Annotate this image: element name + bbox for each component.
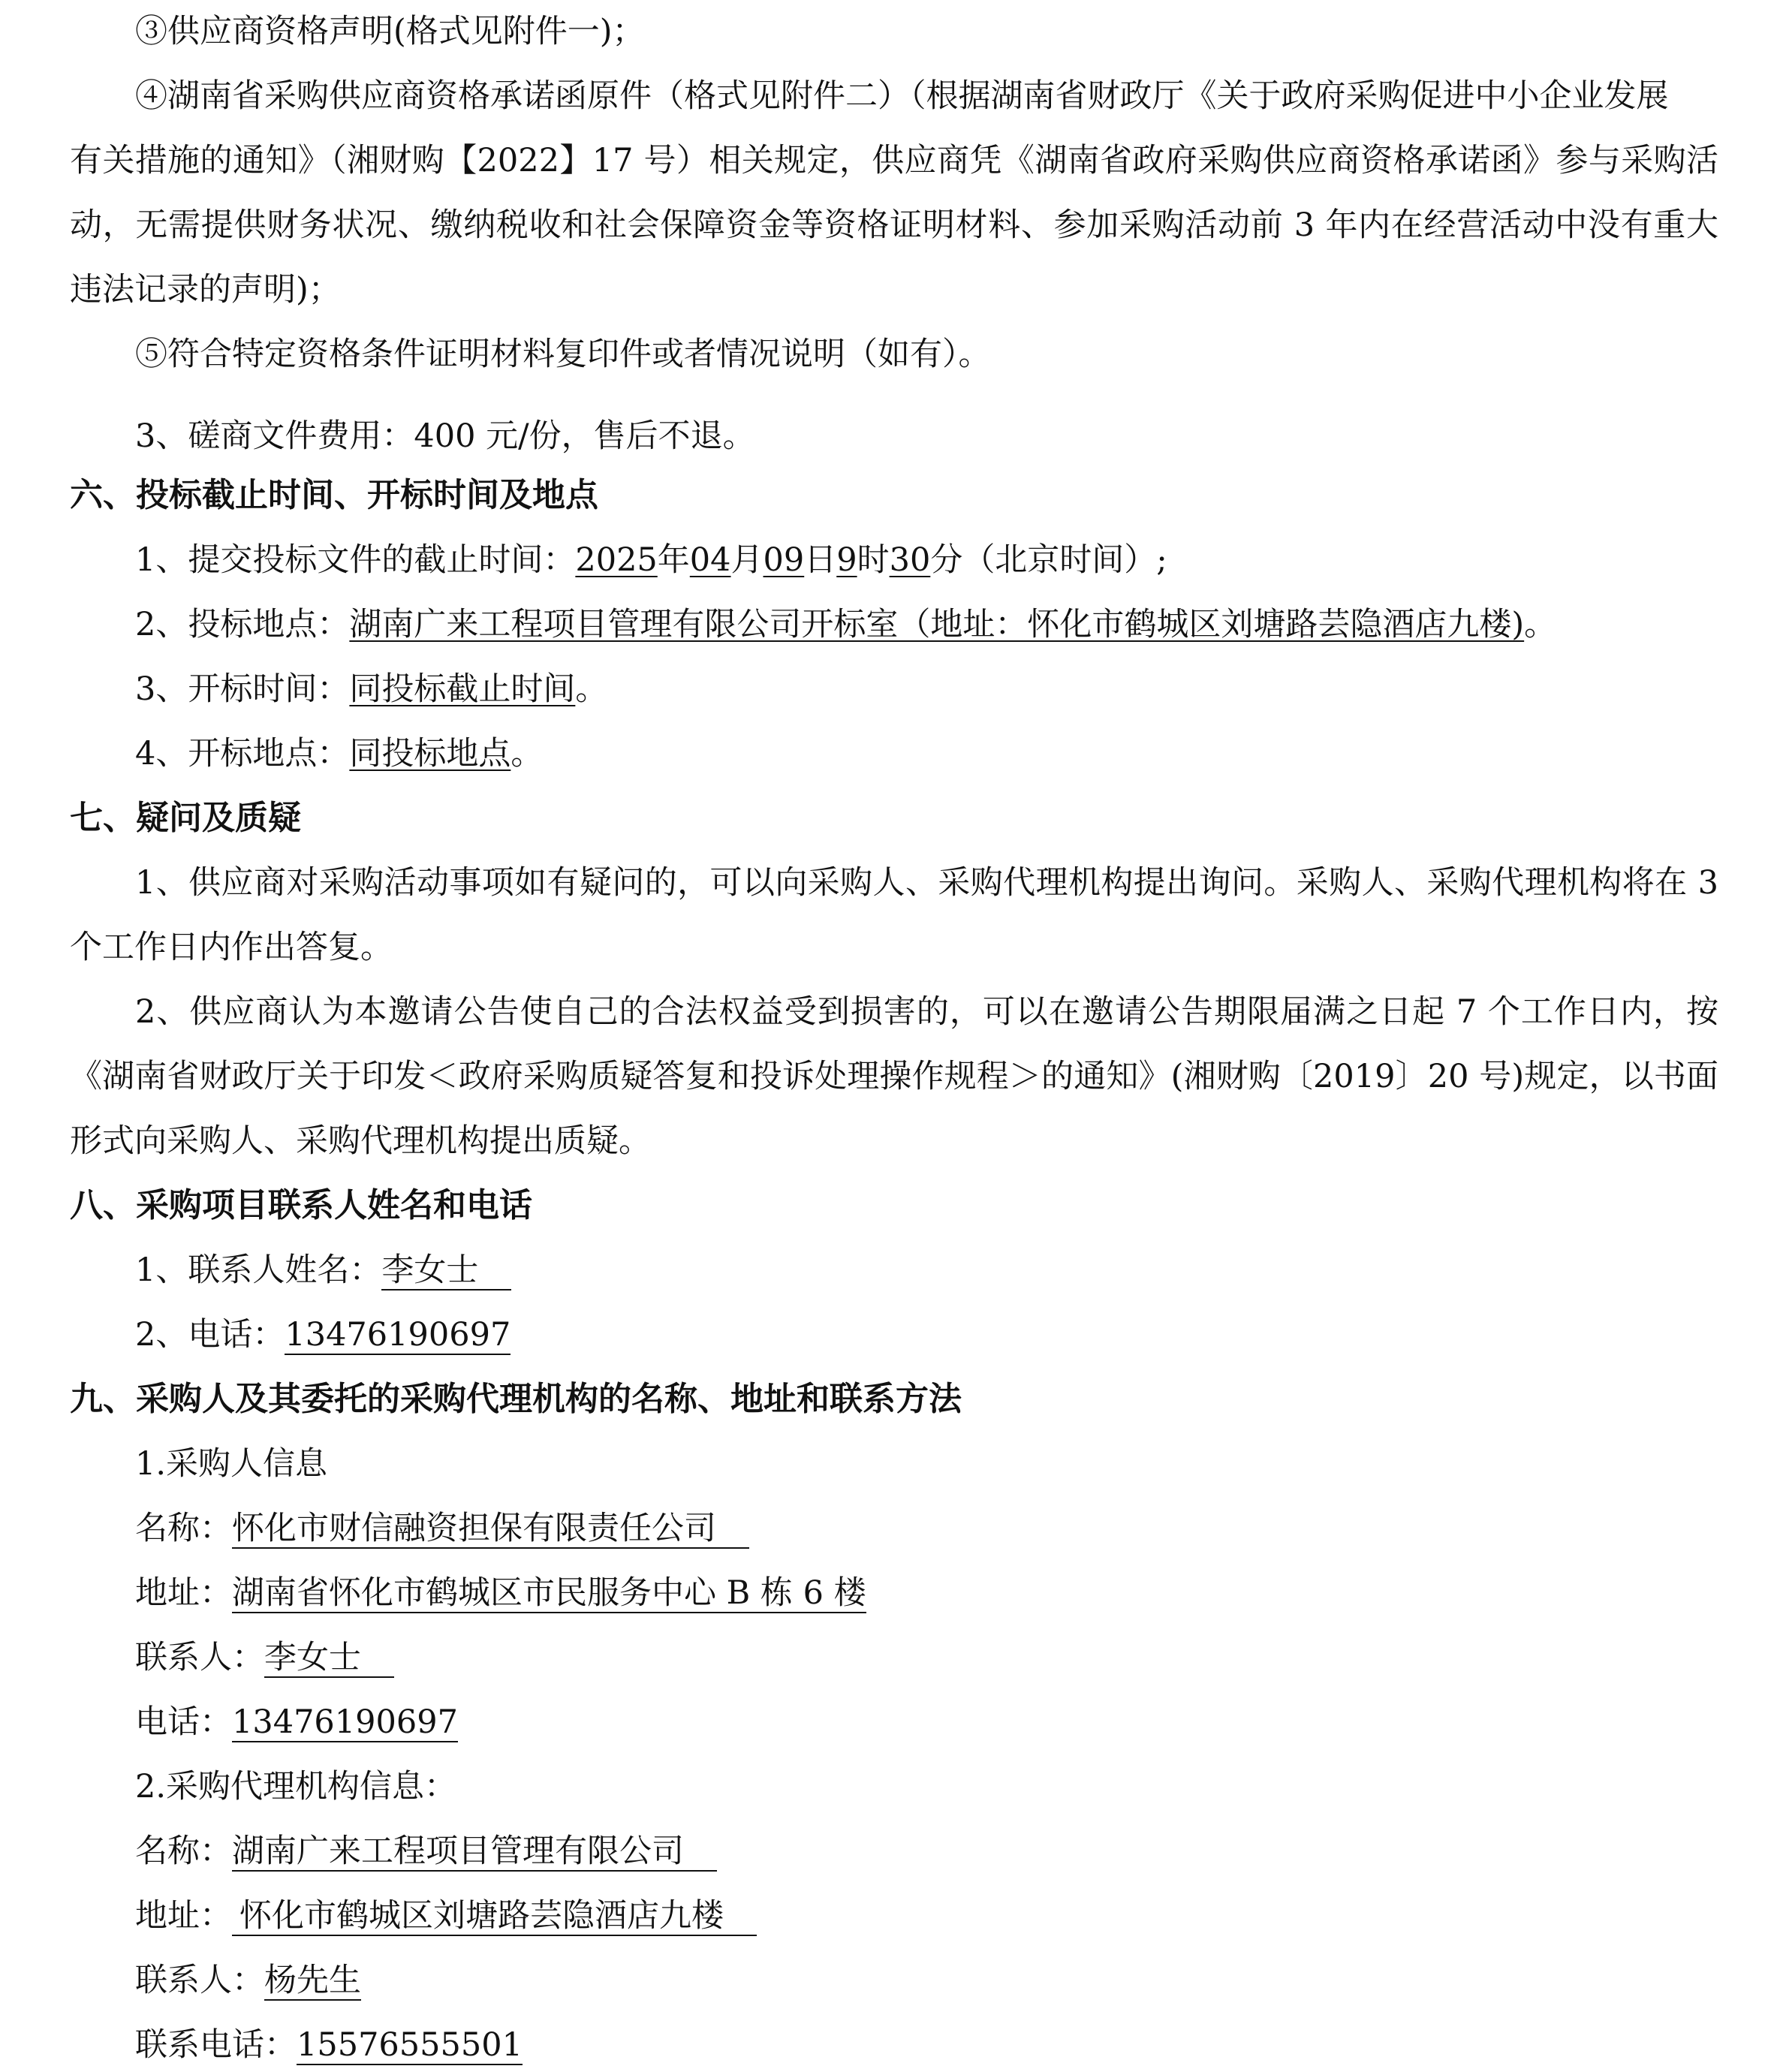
qualification-item-4-line-4: 违法记录的声明)； [70, 271, 341, 309]
opening-location-label: 4、开标地点： [135, 735, 350, 772]
deadline-month-unit: 月 [730, 541, 764, 579]
agency-contact [135, 1959, 361, 2002]
agency-contact-label: 联系人： [135, 1962, 264, 1999]
agency-contact-value: 杨先生 [264, 1962, 361, 1999]
opening-time-end: 。 [575, 670, 608, 708]
agency-phone-value: 15576555501 [297, 2026, 523, 2064]
section-6-title: 六、投标截止时间、开标时间及地点 [70, 476, 598, 514]
purchaser-contact [135, 1636, 394, 1679]
project-contact-name-label: 1、联系人姓名： [135, 1251, 382, 1289]
challenge-paragraph-line-2: 《湖南省财政厅关于印发＜政府采购质疑答复和投诉处理操作规程＞的通知》(湘财购〔2019〕20 号)规定，以书面 [70, 1058, 1718, 1095]
deadline-hour: 9 [836, 541, 857, 579]
agency-address-label: 地址： [135, 1897, 232, 1935]
deadline-timezone: （北京时间）; [962, 541, 1167, 579]
project-contact-phone-value: 13476190697 [285, 1316, 511, 1354]
document-fee: 3、磋商文件费用：400 元/份，售后不退。 [135, 417, 755, 455]
opening-time-label: 3、开标时间： [135, 670, 350, 708]
bid-location-value: 湖南广来工程项目管理有限公司开标室（地址：怀化市鹤城区刘塘路芸隐酒店九楼) [349, 606, 1525, 643]
agency-address-value: 怀化市鹤城区刘塘路芸隐酒店九楼 [232, 1897, 757, 1936]
deadline-hour-unit: 时 [857, 541, 890, 579]
bid-location-end: 。 [1524, 606, 1557, 643]
opening-location [135, 732, 543, 775]
purchaser-phone-label: 电话： [135, 1703, 232, 1741]
purchaser-phone-value: 13476190697 [232, 1703, 458, 1741]
purchaser-contact-value: 李女士 [264, 1639, 394, 1678]
purchaser-phone [135, 1700, 458, 1744]
bid-location-label: 2、投标地点： [135, 606, 350, 643]
deadline-minute-unit: 分 [930, 541, 963, 579]
purchaser-name-value: 怀化市财信融资担保有限责任公司 [232, 1510, 749, 1549]
purchaser-heading: 1.采购人信息 [135, 1445, 328, 1483]
agency-address [135, 1894, 757, 1938]
qualification-item-4-line-3: 动，无需提供财务状况、缴纳税收和社会保障资金等资格证明材料、参加采购活动前 3 年内在经营活动中没有重大 [70, 206, 1718, 244]
section-9-title: 九、采购人及其委托的采购代理机构的名称、地址和联系方法 [70, 1380, 962, 1418]
qualification-item-4-line-1: ④湖南省采购供应商资格承诺函原件（格式见附件二）（根据湖南省财政厅《关于政府采购促进中小企业发展 [135, 77, 1669, 115]
inquiry-paragraph-line-2: 个工作日内作出答复。 [70, 929, 393, 966]
project-contact-name-value: 李女士 [381, 1251, 511, 1290]
opening-time-value: 同投标截止时间 [349, 670, 576, 708]
bid-deadline [135, 538, 1167, 582]
agency-phone [135, 2023, 523, 2067]
opening-location-end: 。 [511, 735, 544, 772]
purchaser-address [135, 1571, 866, 1615]
deadline-day: 09 [763, 541, 805, 579]
project-contact-phone [135, 1313, 511, 1357]
qualification-item-5: ⑤符合特定资格条件证明材料复印件或者情况说明（如有）。 [135, 336, 991, 373]
deadline-year: 2025 [575, 541, 658, 579]
agency-name-label: 名称： [135, 1833, 232, 1870]
opening-time [135, 667, 607, 711]
purchaser-address-label: 地址： [135, 1574, 232, 1612]
agency-name [135, 1830, 717, 1873]
deadline-year-unit: 年 [657, 541, 690, 579]
inquiry-paragraph-line-1: 1、供应商对采购活动事项如有疑问的，可以向采购人、采购代理机构提出询问。采购人、采购代理机构将在 3 [135, 864, 1718, 902]
challenge-paragraph-line-1: 2、供应商认为本邀请公告使自己的合法权益受到损害的，可以在邀请公告期限届满之日起 7 个工作日内，按 [135, 993, 1718, 1031]
purchaser-address-value: 湖南省怀化市鹤城区市民服务中心 B 栋 6 楼 [232, 1574, 866, 1612]
challenge-paragraph-line-3: 形式向采购人、采购代理机构提出质疑。 [70, 1122, 651, 1160]
deadline-day-unit: 日 [804, 541, 837, 579]
agency-name-value: 湖南广来工程项目管理有限公司 [232, 1833, 717, 1872]
project-contact-name [135, 1248, 511, 1292]
project-contact-phone-label: 2、电话： [135, 1316, 285, 1354]
bid-location [135, 603, 1556, 646]
purchaser-name [135, 1507, 749, 1550]
qualification-item-4-line-2: 有关措施的通知》（湘财购【2022】17 号）相关规定，供应商凭《湖南省政府采购供应商资格承诺函》参与采购活 [70, 142, 1718, 179]
purchaser-name-label: 名称： [135, 1510, 232, 1547]
qualification-item-3: ③供应商资格声明(格式见附件一)； [135, 13, 645, 50]
bid-deadline-label: 1、提交投标文件的截止时间： [135, 541, 576, 579]
agency-heading: 2.采购代理机构信息： [135, 1768, 457, 1805]
section-7-title: 七、疑问及质疑 [70, 799, 301, 837]
opening-location-value: 同投标地点 [349, 735, 511, 772]
deadline-month: 04 [689, 541, 731, 579]
section-8-title: 八、采购项目联系人姓名和电话 [70, 1186, 532, 1224]
purchaser-contact-label: 联系人： [135, 1639, 264, 1676]
agency-phone-label: 联系电话： [135, 2026, 297, 2064]
deadline-minute: 30 [889, 541, 931, 579]
